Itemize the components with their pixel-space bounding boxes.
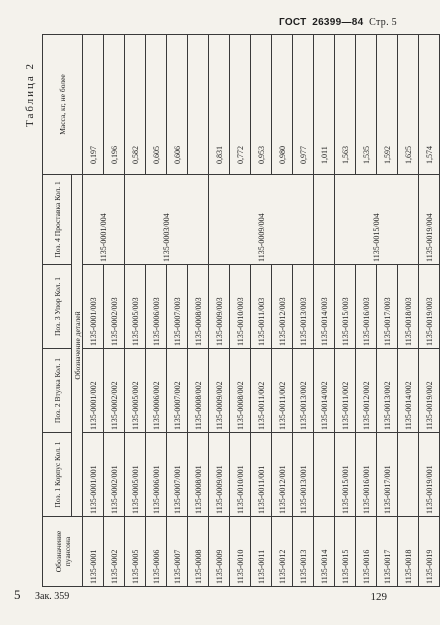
cell-pos3: 1135-0016/003 — [356, 265, 377, 349]
cell-pos2: 1135-0011/002 — [251, 349, 272, 433]
cell-pos2: 1135-0008/002 — [230, 349, 251, 433]
parts-table — [42, 34, 440, 587]
header-row — [43, 35, 72, 587]
cell-pos3: 1135-0017/003 — [377, 265, 398, 349]
table-row — [272, 35, 293, 587]
page-header — [279, 17, 397, 28]
table-row — [125, 35, 146, 587]
table-row — [167, 35, 188, 587]
cell-pos2: 1135-0013/002 — [377, 349, 398, 433]
cell-code: 1135-0006 — [146, 517, 167, 587]
rotated-table-canvas — [20, 35, 434, 587]
cell-pos4: 1135-0003/004 — [125, 175, 209, 265]
cell-mass: 1,563 — [335, 35, 356, 175]
cell-mass: 0,606 — [167, 35, 188, 175]
table-row — [104, 35, 125, 587]
cell-pos1: 1135-0009/001 — [209, 433, 230, 517]
cell-code: 1135-0009 — [209, 517, 230, 587]
cell-pos2: 1135-0001/002 — [83, 349, 104, 433]
table-row — [335, 35, 356, 587]
cell-pos1: 1135-0019/001 — [419, 433, 440, 517]
cell-pos1: 1135-0010/001 — [230, 433, 251, 517]
table-row — [146, 35, 167, 587]
cell-mass: 0,980 — [272, 35, 293, 175]
cell-pos3: 1135-0002/003 — [104, 265, 125, 349]
cell-code: 1135-0016 — [356, 517, 377, 587]
header-standard: ГОСТ — [278, 17, 307, 28]
cell-code: 1135-0014 — [314, 517, 335, 587]
cell-mass — [188, 35, 209, 175]
cell-mass: 0,582 — [125, 35, 146, 175]
footer-right-number: 129 — [370, 591, 387, 603]
table-row — [293, 35, 314, 587]
cell-pos3: 1135-0018/003 — [398, 265, 419, 349]
cell-pos3: 1135-0008/003 — [188, 265, 209, 349]
cell-code: 1135-0019 — [419, 517, 440, 587]
cell-pos2: 1135-0013/002 — [293, 349, 314, 433]
table-row — [83, 35, 104, 587]
cell-pos1: 1135-0006/001 — [146, 433, 167, 517]
cell-pos3: 1135-0007/003 — [167, 265, 188, 349]
cell-pos3: 1135-0005/003 — [125, 265, 146, 349]
cell-code: 1135-0011 — [251, 517, 272, 587]
cell-pos3: 1135-0015/003 — [335, 265, 356, 349]
cell-mass: 1,625 — [398, 35, 419, 175]
footer-order: Зак. 359 — [35, 591, 70, 602]
cell-code: 1135-0017 — [377, 517, 398, 587]
cell-pos2: 1135-0007/002 — [167, 349, 188, 433]
cell-mass: 1,574 — [419, 35, 440, 175]
table-row — [230, 35, 251, 587]
table-row — [419, 35, 440, 587]
cell-pos1: 1135-0013/001 — [293, 433, 314, 517]
cell-pos2: 1135-0012/002 — [356, 349, 377, 433]
cell-pos3: 1135-0019/003 — [419, 265, 440, 349]
cell-pos1: 1135-0017/001 — [377, 433, 398, 517]
header-cell-pos3: Поз. 3 Упор Кол. 1 — [43, 265, 72, 349]
cell-pos4: 1135-0015/004 — [335, 175, 419, 265]
cell-mass: 0,197 — [83, 35, 104, 175]
cell-mass: 0,977 — [293, 35, 314, 175]
cell-pos1: 1135-0002/001 — [104, 433, 125, 517]
cell-pos1: 1135-0011/001 — [251, 433, 272, 517]
cell-mass: 1,535 — [356, 35, 377, 175]
footer-page-number: 5 — [14, 587, 21, 602]
cell-pos2: 1135-0019/002 — [419, 349, 440, 433]
cell-pos1: 1135-0005/001 — [125, 433, 146, 517]
cell-pos3: 1135-0001/003 — [83, 265, 104, 349]
cell-mass: 0,831 — [209, 35, 230, 175]
cell-mass: 0,605 — [146, 35, 167, 175]
cell-pos2: 1135-0011/002 — [272, 349, 293, 433]
table-row — [188, 35, 209, 587]
header-cell-pos4: Поз. 4 Проставка Кол. 1 — [43, 175, 72, 265]
cell-pos1: 1135-0015/001 — [335, 433, 356, 517]
cell-pos3: 1135-0009/003 — [209, 265, 230, 349]
table-row — [356, 35, 377, 587]
cell-code: 1135-0002 — [104, 517, 125, 587]
cell-mass: 0,772 — [230, 35, 251, 175]
header-cell-code: Обозначение пуансона — [43, 517, 83, 587]
cell-pos2: 1135-0014/002 — [398, 349, 419, 433]
cell-pos3: 1135-0011/003 — [251, 265, 272, 349]
cell-mass: 0,196 — [104, 35, 125, 175]
cell-code: 1135-0005 — [125, 517, 146, 587]
cell-mass: 1,011 — [314, 35, 335, 175]
cell-code: 1135-0001 — [83, 517, 104, 587]
cell-pos2: 1135-0006/002 — [146, 349, 167, 433]
cell-code: 1135-0008 — [188, 517, 209, 587]
header-page-label: Стр. 5 — [369, 17, 397, 28]
cell-code: 1135-0012 — [272, 517, 293, 587]
cell-pos3: 1135-0014/003 — [314, 265, 335, 349]
rotated-table-area — [20, 35, 434, 587]
cell-mass: 1,592 — [377, 35, 398, 175]
cell-pos1 — [314, 433, 335, 517]
cell-pos2: 1135-0005/002 — [125, 349, 146, 433]
table-row — [377, 35, 398, 587]
cell-pos2: 1135-0011/002 — [335, 349, 356, 433]
header-cell-pos2: Поз. 2 Втулка Кол. 1 — [43, 349, 72, 433]
cell-code: 1135-0010 — [230, 517, 251, 587]
header-number: 26399—84 — [312, 17, 364, 28]
cell-pos2: 1135-0014/002 — [314, 349, 335, 433]
cell-pos1: 1135-0016/001 — [356, 433, 377, 517]
table-body — [83, 35, 440, 587]
page-footer-left — [14, 587, 69, 603]
cell-code: 1135-0018 — [398, 517, 419, 587]
cell-pos2: 1135-0009/002 — [209, 349, 230, 433]
cell-pos1: 1135-0001/001 — [83, 433, 104, 517]
cell-mass: 0,953 — [251, 35, 272, 175]
cell-code: 1135-0015 — [335, 517, 356, 587]
cell-pos1: 1135-0007/001 — [167, 433, 188, 517]
cell-pos1: 1135-0012/001 — [272, 433, 293, 517]
cell-pos1: 1135-0008/001 — [188, 433, 209, 517]
header-cell-mass: Масса, кг, не более — [43, 35, 83, 175]
table-row — [398, 35, 419, 587]
cell-pos4: 1135-0009/004 — [209, 175, 314, 265]
subheader-cell: Обозначение деталей — [72, 175, 83, 517]
cell-pos1 — [398, 433, 419, 517]
table-row — [209, 35, 230, 587]
cell-pos3: 1135-0006/003 — [146, 265, 167, 349]
cell-pos3: 1135-0013/003 — [293, 265, 314, 349]
table-row — [314, 35, 335, 587]
cell-pos4: 1135-0019/004 — [419, 175, 440, 265]
header-cell-pos1: Поз. 1 Корпус Кол. 1 — [43, 433, 72, 517]
cell-pos3: 1135-0010/003 — [230, 265, 251, 349]
cell-pos4: 1135-0001/004 — [83, 175, 125, 265]
cell-code: 1135-0013 — [293, 517, 314, 587]
table-row — [251, 35, 272, 587]
cell-pos3: 1135-0012/003 — [272, 265, 293, 349]
cell-pos4 — [314, 175, 335, 265]
cell-code: 1135-0007 — [167, 517, 188, 587]
cell-pos2: 1135-0008/002 — [188, 349, 209, 433]
cell-pos2: 1135-0002/002 — [104, 349, 125, 433]
table-label: Таблица 2 — [24, 61, 36, 127]
